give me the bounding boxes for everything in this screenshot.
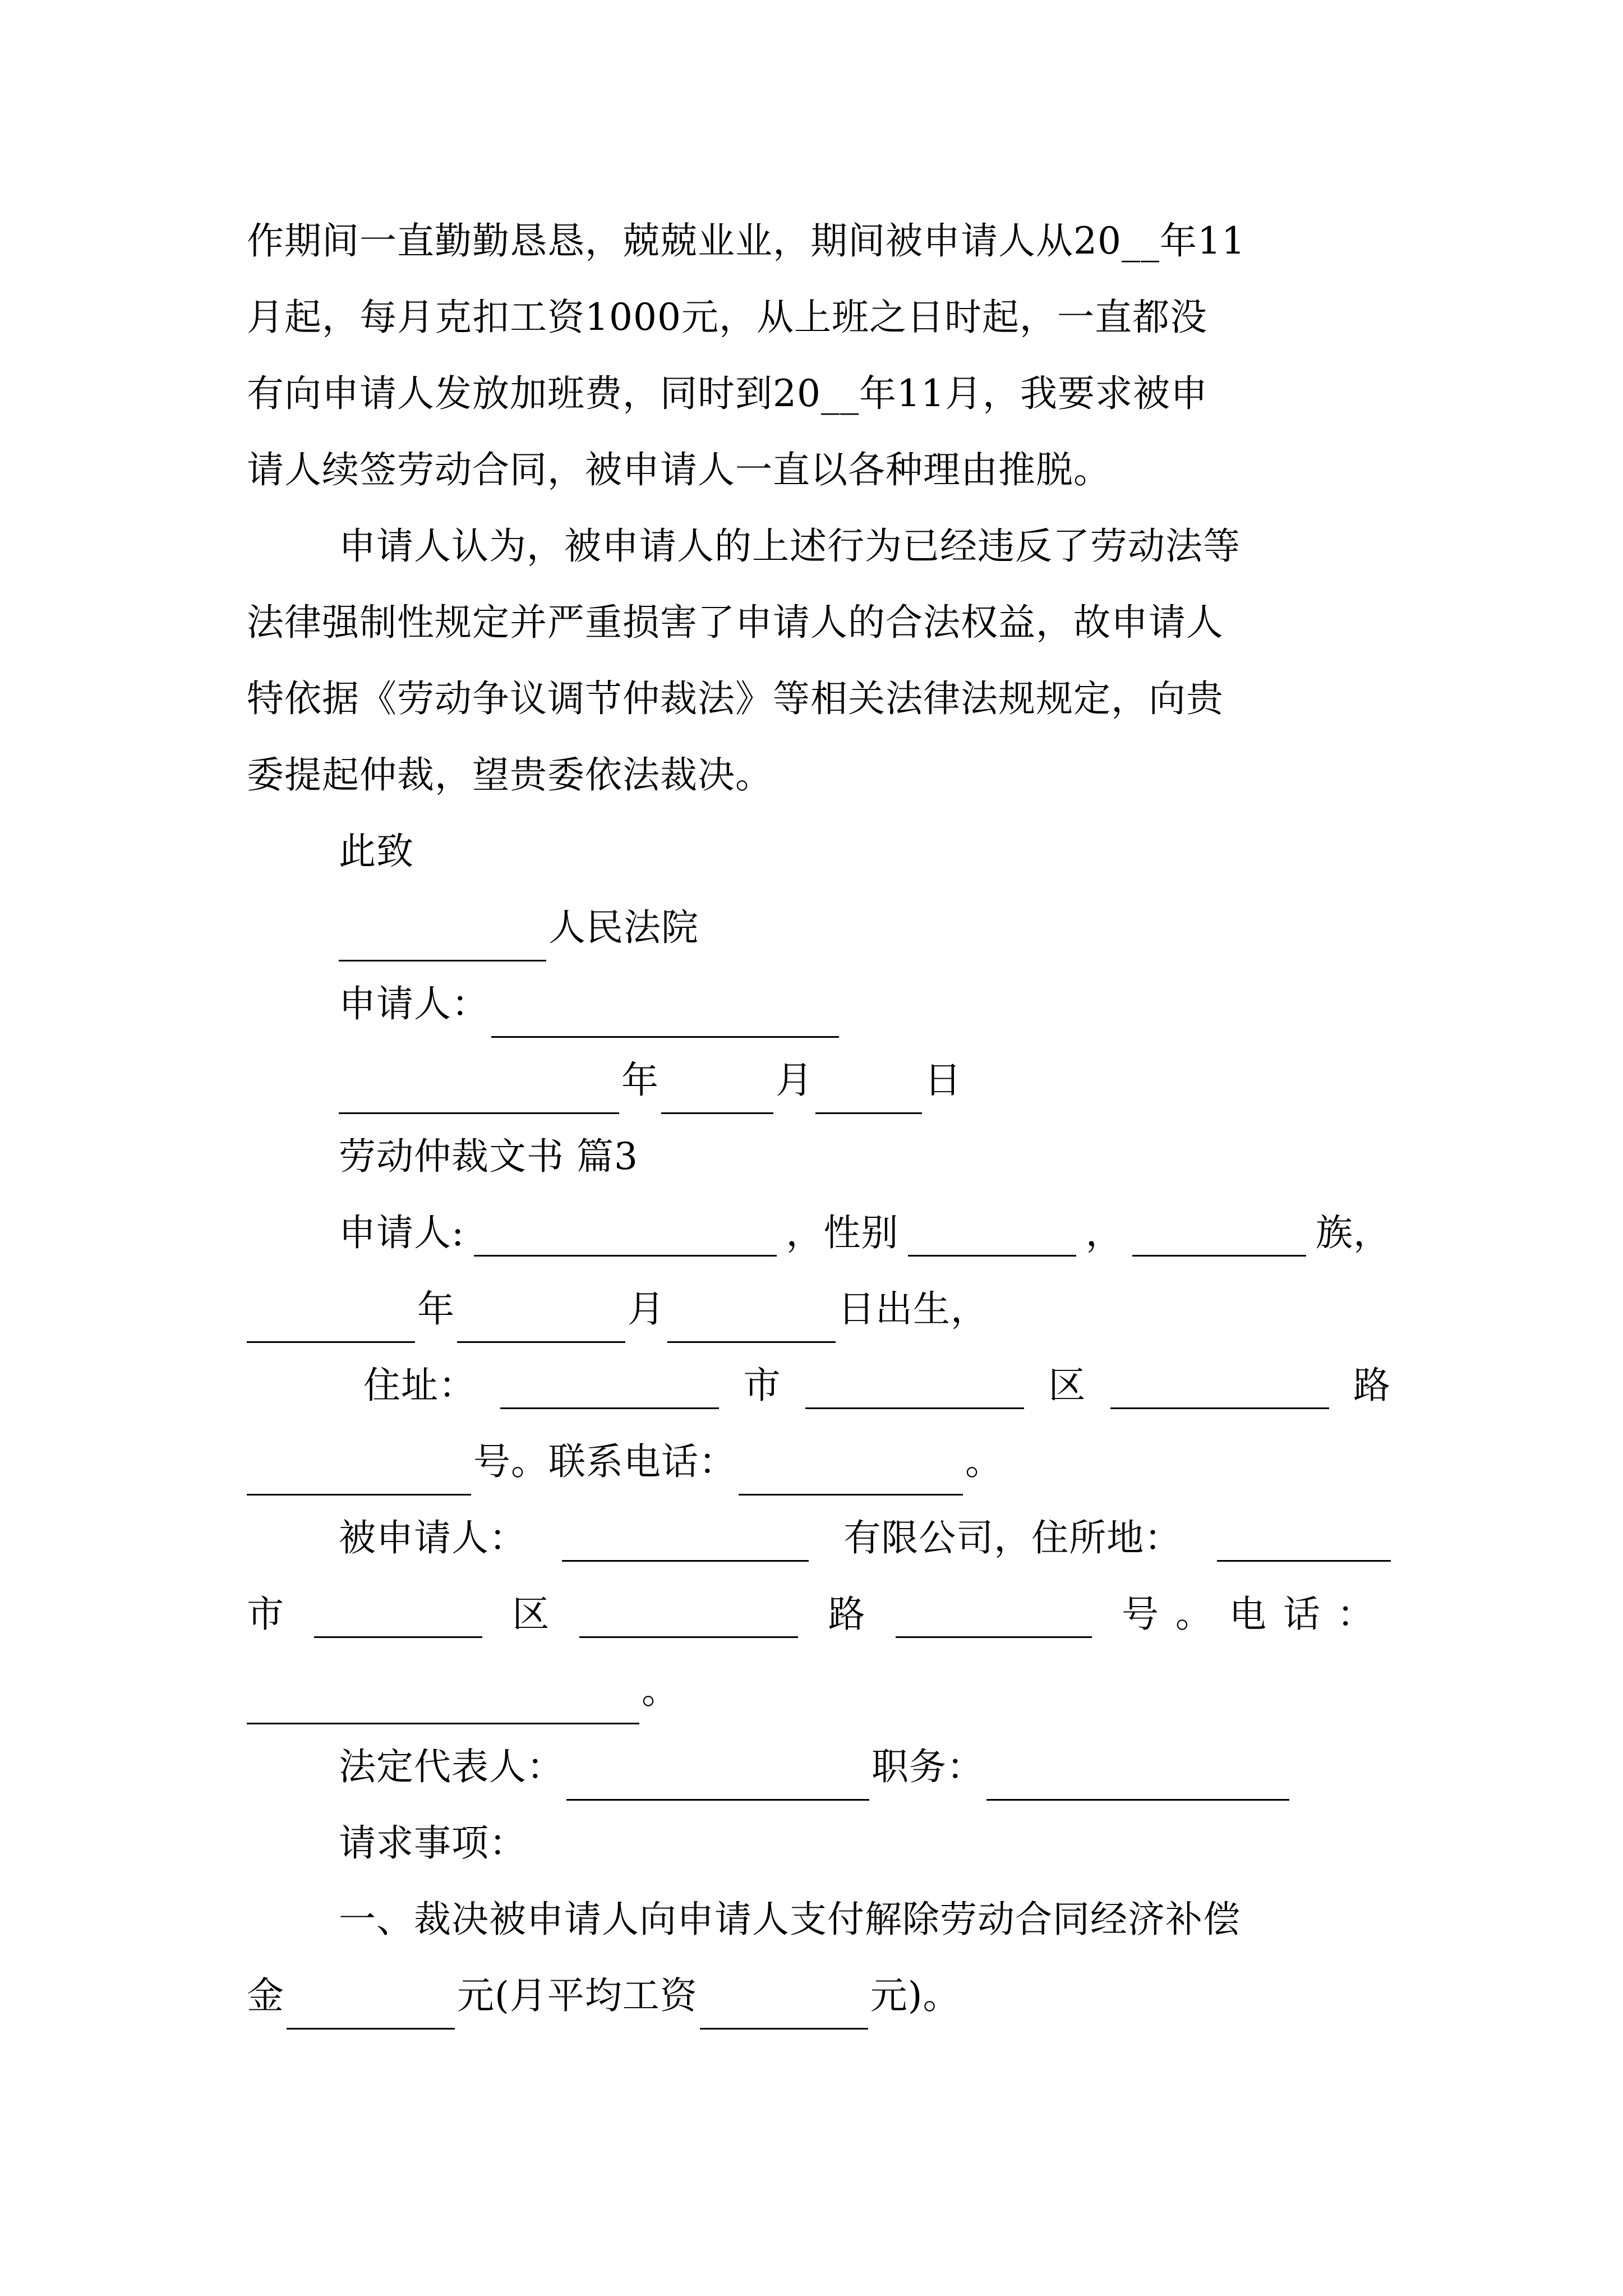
paragraph-line <box>339 513 1391 580</box>
blank-line <box>739 1449 963 1496</box>
text-line: 劳动仲裁文书 篇3 <box>339 1135 638 1178</box>
text-line: 申请人： <box>339 982 489 1025</box>
text-line: 区 <box>1048 1364 1086 1407</box>
text-line: 月 <box>628 1287 665 1331</box>
text-line: 特依据《劳动争议调节仲裁法》等相关法律法规规定，向贵 <box>247 677 1224 720</box>
text-line: 区 <box>512 1593 550 1636</box>
blank-line <box>815 1068 922 1114</box>
text-line: 请人续签劳动合同，被申请人一直以各种理由推脱。 <box>247 448 1111 491</box>
blank-line <box>247 1449 471 1496</box>
paragraph-line <box>339 1886 1391 1953</box>
text-line: 作期间一直勤勤恳恳，兢兢业业，期间被申请人从20__年11 <box>247 219 1246 263</box>
blank-line <box>247 1678 639 1724</box>
text-line: 月 <box>776 1059 813 1102</box>
respondent-phone-line <box>247 1657 1391 1724</box>
blank-line <box>287 1983 455 2030</box>
address-line <box>363 1352 1391 1419</box>
text-line: 委提起仲裁，望贵委依法裁决。 <box>247 753 773 797</box>
date-line <box>339 1047 1391 1114</box>
legal-rep-line <box>339 1733 1391 1801</box>
blank-line <box>896 1591 1092 1638</box>
blank-line <box>566 1754 869 1801</box>
text-line: 法定代表人： <box>339 1745 564 1788</box>
text-line: 申请人认为，被申请人的上述行为已经违反了劳动法等 <box>339 524 1241 568</box>
blank-line <box>1132 1210 1306 1257</box>
respondent-line <box>339 1504 1391 1572</box>
respondent-address-line <box>247 1581 1391 1648</box>
court-line <box>339 894 1391 961</box>
text-line: 市 <box>743 1364 781 1407</box>
blank-line <box>986 1754 1289 1801</box>
text-line: 。 <box>965 1440 1003 1483</box>
blank-line <box>491 991 839 1038</box>
text-line: 号。电话： <box>1121 1593 1391 1636</box>
paragraph-line <box>247 589 1391 656</box>
blank-line <box>339 1068 619 1114</box>
text-line: 路 <box>828 1593 866 1636</box>
text-line: 市 <box>247 1593 284 1636</box>
birth-date-line <box>247 1276 1391 1343</box>
text-line: 人民法院 <box>548 906 699 949</box>
text-line: 被申请人： <box>339 1516 527 1559</box>
paragraph-line <box>247 665 1391 733</box>
blank-line <box>457 1296 625 1343</box>
text-line: 元)。 <box>870 1974 961 2017</box>
text-line: 。 <box>642 1669 679 1712</box>
text-line: 号。联系电话： <box>473 1440 736 1483</box>
section-heading <box>339 1123 1391 1190</box>
text-line: 金 <box>247 1974 284 2017</box>
text-line: 日 <box>924 1059 962 1102</box>
phone-line <box>247 1428 1391 1496</box>
text-line: 此致 <box>339 830 414 873</box>
requests-heading <box>339 1810 1391 1877</box>
paragraph-line <box>247 284 1391 351</box>
blank-line <box>314 1591 482 1638</box>
blank-line <box>474 1210 777 1257</box>
text-line: 年 <box>621 1059 659 1102</box>
blank-line <box>500 1363 719 1409</box>
text-line: 族， <box>1316 1211 1391 1254</box>
blank-line <box>562 1515 809 1562</box>
applicant-signature-line <box>339 970 1391 1038</box>
text-line: 申请人: <box>339 1211 465 1254</box>
blank-line <box>339 915 546 961</box>
text-line: 日出生， <box>838 1287 988 1331</box>
blank-line <box>805 1363 1024 1409</box>
text-line: 有限公司，住所地： <box>843 1516 1182 1559</box>
blank-line <box>700 1983 868 2030</box>
text-line: 月起，每月克扣工资1000元，从上班之日时起，一直都没 <box>247 296 1207 339</box>
text-line: 有向申请人发放加班费，同时到20__年11月，我要求被申 <box>247 372 1208 415</box>
text-line: ， <box>1085 1211 1123 1254</box>
text-line: 住址： <box>363 1364 476 1407</box>
blank-line <box>1217 1515 1391 1562</box>
text-line: 年 <box>417 1287 455 1331</box>
salutation <box>339 818 1391 885</box>
blank-line <box>661 1068 773 1114</box>
paragraph-line <box>247 208 1391 275</box>
blank-line <box>667 1296 836 1343</box>
paragraph-line <box>247 742 1391 809</box>
text-line: 元(月平均工资 <box>457 1974 698 2017</box>
applicant-info-line <box>339 1199 1391 1267</box>
text-line: 职务： <box>872 1745 984 1788</box>
blank-line <box>247 1296 415 1343</box>
paragraph-line <box>247 360 1391 427</box>
blank-line <box>908 1210 1076 1257</box>
text-line: 路 <box>1353 1364 1391 1407</box>
compensation-line <box>247 1962 1391 2030</box>
text-line: 请求事项： <box>339 1821 527 1865</box>
blank-line <box>1110 1363 1329 1409</box>
text-line: 一、裁决被申请人向申请人支付解除劳动合同经济补偿 <box>339 1898 1241 1941</box>
blank-line <box>579 1591 798 1638</box>
text-line: 法律强制性规定并严重损害了申请人的合法权益，故申请人 <box>247 601 1224 644</box>
text-line: ，性别 <box>786 1211 899 1254</box>
paragraph-line <box>247 436 1391 504</box>
